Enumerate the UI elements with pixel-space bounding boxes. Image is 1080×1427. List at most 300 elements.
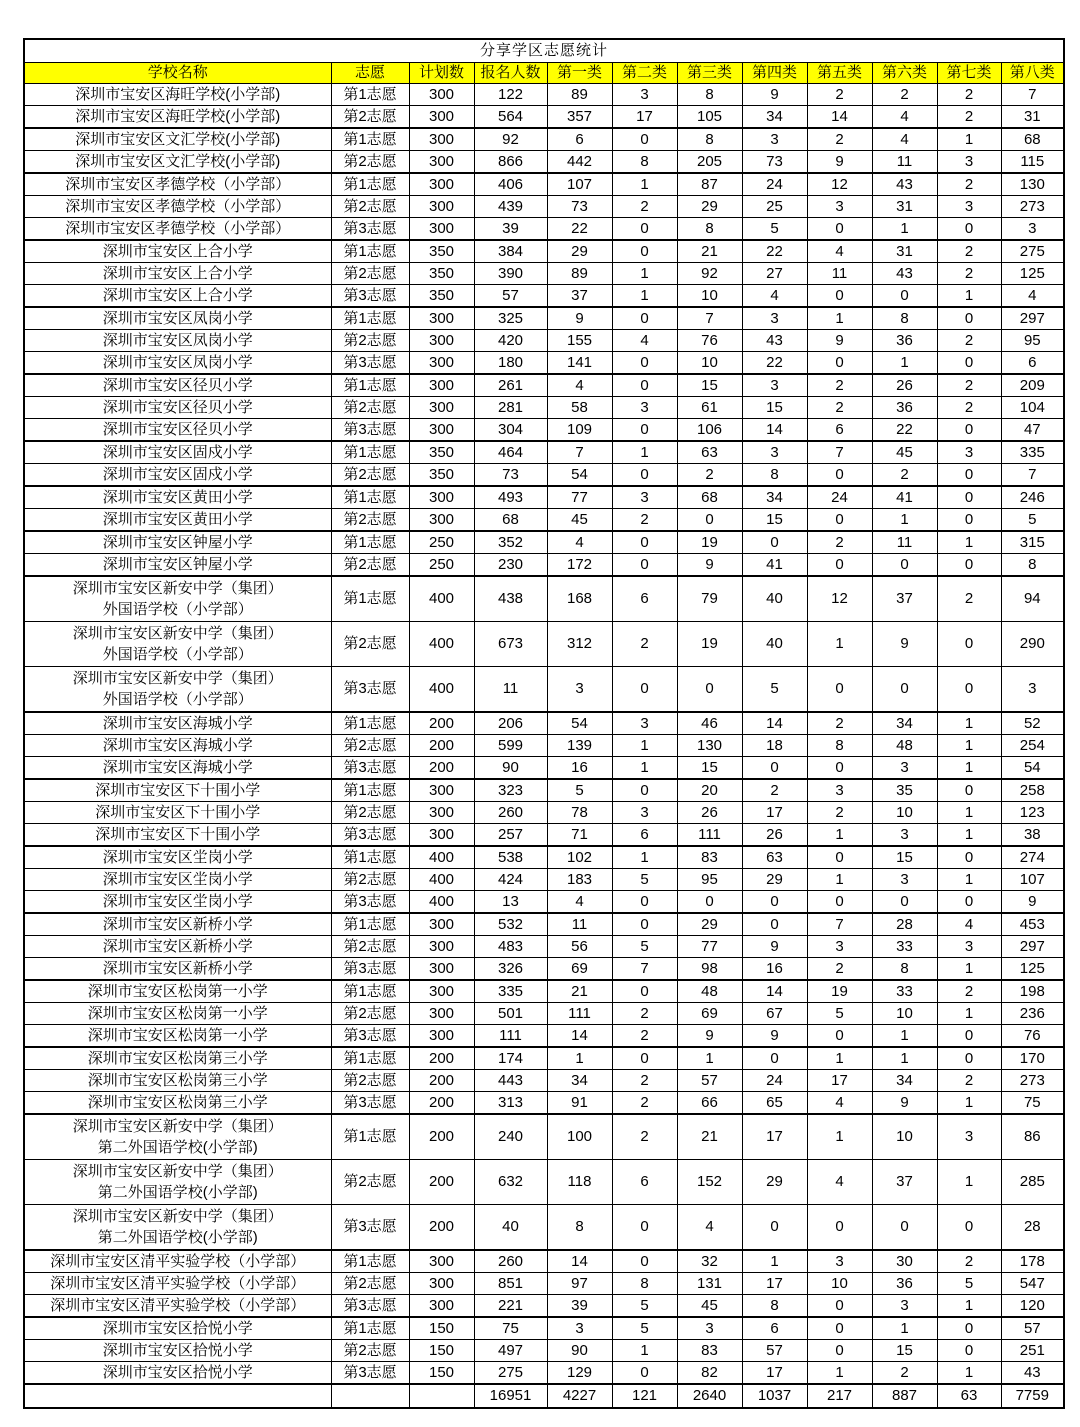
school-name-cell: 深圳市宝安区新桥小学 <box>24 958 331 981</box>
value-cell-cat6: 1 <box>872 1025 937 1048</box>
value-cell-cat8: 275 <box>1001 240 1064 263</box>
value-cell-cat6: 2 <box>872 464 937 487</box>
value-cell-cat8: 6 <box>1001 352 1064 375</box>
value-cell-cat2: 1 <box>612 735 677 757</box>
value-cell-plan: 300 <box>409 307 474 330</box>
value-cell-cat3: 105 <box>677 106 742 129</box>
value-cell-cat3: 48 <box>677 980 742 1003</box>
value-cell-cat3: 26 <box>677 802 742 824</box>
value-cell-cat7: 2 <box>937 106 1001 129</box>
value-cell-cat4: 0 <box>742 1047 807 1070</box>
value-cell-cat2: 8 <box>612 1273 677 1295</box>
table-row <box>24 464 1064 487</box>
value-cell-cat1: 16 <box>547 757 612 780</box>
table-row <box>24 891 1064 914</box>
value-cell-cat2: 0 <box>612 913 677 936</box>
value-cell-cat8: 3 <box>1001 667 1064 713</box>
table-row <box>24 757 1064 780</box>
value-cell-plan: 200 <box>409 1070 474 1092</box>
value-cell-cat2: 0 <box>612 218 677 241</box>
total-value-cell-cat8: 7759 <box>1001 1384 1064 1408</box>
value-cell-plan: 200 <box>409 1092 474 1115</box>
value-cell-plan: 350 <box>409 464 474 487</box>
value-cell-cat2: 0 <box>612 240 677 263</box>
choice-cell: 第1志愿 <box>331 913 409 936</box>
value-cell-cat2: 1 <box>612 441 677 464</box>
school-name-cell: 深圳市宝安区新桥小学 <box>24 936 331 958</box>
value-cell-cat4: 0 <box>742 1205 807 1251</box>
value-cell-cat8: 315 <box>1001 531 1064 554</box>
value-cell-cat8: 297 <box>1001 936 1064 958</box>
value-cell-cat5: 24 <box>807 486 872 509</box>
value-cell-cat2: 6 <box>612 576 677 622</box>
value-cell-cat4: 14 <box>742 980 807 1003</box>
school-name-cell: 深圳市宝安区坣岗小学 <box>24 869 331 891</box>
value-cell-cat6: 3 <box>872 1295 937 1318</box>
value-cell-cat5: 0 <box>807 509 872 532</box>
value-cell-cat7: 1 <box>937 531 1001 554</box>
value-cell-cat7: 2 <box>937 173 1001 196</box>
value-cell-cat2: 0 <box>612 554 677 577</box>
value-cell-cat4: 4 <box>742 285 807 308</box>
value-cell-cat5: 0 <box>807 464 872 487</box>
value-cell-cat7: 2 <box>937 84 1001 106</box>
school-name-cell: 深圳市宝安区清平实验学校（小学部） <box>24 1273 331 1295</box>
value-cell-cat4: 63 <box>742 846 807 869</box>
value-cell-cat6: 10 <box>872 802 937 824</box>
value-cell-cat2: 0 <box>612 891 677 914</box>
column-header-row <box>24 63 1064 84</box>
choice-cell: 第2志愿 <box>331 464 409 487</box>
value-cell-cat5: 0 <box>807 1340 872 1362</box>
value-cell-applicants: 564 <box>474 106 547 129</box>
value-cell-cat5: 0 <box>807 891 872 914</box>
value-cell-cat8: 31 <box>1001 106 1064 129</box>
choice-cell: 第1志愿 <box>331 980 409 1003</box>
value-cell-cat6: 9 <box>872 1092 937 1115</box>
choice-cell: 第1志愿 <box>331 779 409 802</box>
value-cell-cat5: 14 <box>807 106 872 129</box>
choice-cell: 第3志愿 <box>331 757 409 780</box>
value-cell-cat7: 3 <box>937 441 1001 464</box>
total-value-cell-cat3: 2640 <box>677 1384 742 1408</box>
table-row <box>24 128 1064 151</box>
volunteer-statistics-table <box>23 38 1065 1409</box>
school-name-cell: 深圳市宝安区文汇学校(小学部) <box>24 151 331 174</box>
value-cell-cat2: 3 <box>612 712 677 735</box>
value-cell-cat7: 1 <box>937 1160 1001 1205</box>
value-cell-cat3: 29 <box>677 913 742 936</box>
table-row <box>24 1362 1064 1385</box>
value-cell-plan: 300 <box>409 486 474 509</box>
value-cell-applicants: 464 <box>474 441 547 464</box>
table-row <box>24 240 1064 263</box>
value-cell-cat3: 10 <box>677 285 742 308</box>
value-cell-cat1: 54 <box>547 712 612 735</box>
choice-cell: 第2志愿 <box>331 151 409 174</box>
value-cell-cat3: 19 <box>677 622 742 667</box>
choice-cell: 第2志愿 <box>331 330 409 352</box>
value-cell-cat4: 17 <box>742 1114 807 1160</box>
table-row <box>24 846 1064 869</box>
school-name-cell: 深圳市宝安区海旺学校(小学部) <box>24 84 331 106</box>
value-cell-cat4: 9 <box>742 84 807 106</box>
table-row <box>24 1273 1064 1295</box>
value-cell-cat3: 3 <box>677 1317 742 1340</box>
table-row <box>24 1340 1064 1362</box>
value-cell-cat7: 0 <box>937 419 1001 442</box>
value-cell-cat5: 0 <box>807 285 872 308</box>
choice-cell: 第1志愿 <box>331 531 409 554</box>
school-name-cell: 深圳市宝安区凤岗小学 <box>24 352 331 375</box>
value-cell-cat8: 38 <box>1001 824 1064 847</box>
value-cell-plan: 200 <box>409 735 474 757</box>
value-cell-cat1: 14 <box>547 1250 612 1273</box>
table-row <box>24 779 1064 802</box>
value-cell-cat5: 2 <box>807 397 872 419</box>
value-cell-cat3: 2 <box>677 464 742 487</box>
total-value-cell-cat2: 121 <box>612 1384 677 1408</box>
value-cell-applicants: 304 <box>474 419 547 442</box>
value-cell-cat1: 5 <box>547 779 612 802</box>
value-cell-cat1: 4 <box>547 891 612 914</box>
value-cell-cat3: 20 <box>677 779 742 802</box>
value-cell-cat7: 1 <box>937 1003 1001 1025</box>
table-row <box>24 1160 1064 1205</box>
value-cell-cat5: 1 <box>807 1114 872 1160</box>
choice-cell: 第2志愿 <box>331 196 409 218</box>
value-cell-cat7: 0 <box>937 667 1001 713</box>
school-name-cell: 深圳市宝安区松岗第一小学 <box>24 1025 331 1048</box>
value-cell-applicants: 483 <box>474 936 547 958</box>
school-name-cell: 深圳市宝安区黄田小学 <box>24 486 331 509</box>
value-cell-cat7: 0 <box>937 1340 1001 1362</box>
value-cell-plan: 200 <box>409 1114 474 1160</box>
choice-cell: 第2志愿 <box>331 106 409 129</box>
value-cell-cat7: 0 <box>937 846 1001 869</box>
value-cell-cat5: 2 <box>807 374 872 397</box>
value-cell-cat7: 0 <box>937 1317 1001 1340</box>
total-value-cell-cat5: 217 <box>807 1384 872 1408</box>
col-header-choice: 志愿 <box>331 63 409 84</box>
value-cell-applicants: 230 <box>474 554 547 577</box>
value-cell-cat2: 1 <box>612 757 677 780</box>
value-cell-cat6: 9 <box>872 622 937 667</box>
school-name-cell: 深圳市宝安区松岗第三小学 <box>24 1070 331 1092</box>
value-cell-plan: 250 <box>409 531 474 554</box>
value-cell-cat6: 30 <box>872 1250 937 1273</box>
value-cell-cat7: 1 <box>937 735 1001 757</box>
value-cell-cat8: 5 <box>1001 509 1064 532</box>
value-cell-cat3: 98 <box>677 958 742 981</box>
value-cell-cat8: 94 <box>1001 576 1064 622</box>
col-header-cat8: 第八类 <box>1001 63 1064 84</box>
choice-cell: 第1志愿 <box>331 128 409 151</box>
value-cell-cat3: 68 <box>677 486 742 509</box>
value-cell-applicants: 281 <box>474 397 547 419</box>
value-cell-cat6: 43 <box>872 263 937 285</box>
value-cell-plan: 300 <box>409 936 474 958</box>
value-cell-plan: 300 <box>409 419 474 442</box>
value-cell-cat6: 41 <box>872 486 937 509</box>
value-cell-cat4: 0 <box>742 891 807 914</box>
table-row <box>24 980 1064 1003</box>
value-cell-plan: 300 <box>409 218 474 241</box>
value-cell-cat3: 82 <box>677 1362 742 1385</box>
value-cell-cat5: 1 <box>807 1362 872 1385</box>
value-cell-cat7: 5 <box>937 1273 1001 1295</box>
value-cell-cat6: 43 <box>872 173 937 196</box>
table-row <box>24 263 1064 285</box>
choice-cell: 第1志愿 <box>331 173 409 196</box>
value-cell-cat5: 5 <box>807 1003 872 1025</box>
value-cell-cat5: 2 <box>807 802 872 824</box>
value-cell-cat2: 5 <box>612 1317 677 1340</box>
value-cell-cat1: 91 <box>547 1092 612 1115</box>
value-cell-plan: 200 <box>409 1047 474 1070</box>
value-cell-applicants: 57 <box>474 285 547 308</box>
value-cell-cat2: 0 <box>612 1047 677 1070</box>
value-cell-plan: 300 <box>409 1025 474 1048</box>
value-cell-cat6: 36 <box>872 330 937 352</box>
col-header-cat7: 第七类 <box>937 63 1001 84</box>
value-cell-cat4: 3 <box>742 374 807 397</box>
value-cell-applicants: 497 <box>474 1340 547 1362</box>
value-cell-applicants: 439 <box>474 196 547 218</box>
value-cell-cat5: 0 <box>807 352 872 375</box>
table-row <box>24 84 1064 106</box>
value-cell-cat1: 89 <box>547 84 612 106</box>
value-cell-cat1: 3 <box>547 1317 612 1340</box>
value-cell-cat5: 10 <box>807 1273 872 1295</box>
value-cell-cat7: 2 <box>937 576 1001 622</box>
value-cell-cat6: 1 <box>872 352 937 375</box>
value-cell-applicants: 11 <box>474 667 547 713</box>
value-cell-cat7: 3 <box>937 151 1001 174</box>
choice-cell: 第2志愿 <box>331 735 409 757</box>
value-cell-cat8: 115 <box>1001 151 1064 174</box>
school-name-cell: 深圳市宝安区孝德学校（小学部） <box>24 173 331 196</box>
value-cell-cat8: 273 <box>1001 196 1064 218</box>
value-cell-cat6: 0 <box>872 1205 937 1251</box>
value-cell-cat3: 152 <box>677 1160 742 1205</box>
choice-cell: 第2志愿 <box>331 1070 409 1092</box>
value-cell-cat2: 5 <box>612 936 677 958</box>
table-row <box>24 913 1064 936</box>
value-cell-plan: 300 <box>409 509 474 532</box>
table-row <box>24 352 1064 375</box>
value-cell-cat3: 9 <box>677 1025 742 1048</box>
school-name-cell: 深圳市宝安区松岗第三小学 <box>24 1092 331 1115</box>
choice-cell: 第2志愿 <box>331 1273 409 1295</box>
value-cell-cat8: 453 <box>1001 913 1064 936</box>
choice-cell: 第1志愿 <box>331 1250 409 1273</box>
value-cell-cat7: 2 <box>937 263 1001 285</box>
value-cell-cat3: 79 <box>677 576 742 622</box>
value-cell-cat8: 75 <box>1001 1092 1064 1115</box>
value-cell-cat3: 15 <box>677 374 742 397</box>
value-cell-cat6: 31 <box>872 196 937 218</box>
value-cell-cat3: 8 <box>677 84 742 106</box>
value-cell-cat1: 21 <box>547 980 612 1003</box>
value-cell-cat5: 9 <box>807 151 872 174</box>
table-row <box>24 441 1064 464</box>
value-cell-cat8: 125 <box>1001 263 1064 285</box>
value-cell-plan: 300 <box>409 128 474 151</box>
total-value-cell-cat7: 63 <box>937 1384 1001 1408</box>
value-cell-cat4: 2 <box>742 779 807 802</box>
value-cell-cat4: 0 <box>742 757 807 780</box>
value-cell-cat8: 258 <box>1001 779 1064 802</box>
value-cell-cat5: 1 <box>807 1047 872 1070</box>
value-cell-cat1: 111 <box>547 1003 612 1025</box>
col-header-cat5: 第五类 <box>807 63 872 84</box>
choice-cell: 第1志愿 <box>331 84 409 106</box>
value-cell-cat7: 0 <box>937 891 1001 914</box>
value-cell-cat1: 71 <box>547 824 612 847</box>
value-cell-cat8: 547 <box>1001 1273 1064 1295</box>
value-cell-cat4: 0 <box>742 531 807 554</box>
value-cell-cat8: 104 <box>1001 397 1064 419</box>
value-cell-cat3: 92 <box>677 263 742 285</box>
choice-cell: 第1志愿 <box>331 441 409 464</box>
table-row <box>24 667 1064 713</box>
col-header-cat2: 第二类 <box>612 63 677 84</box>
value-cell-cat4: 15 <box>742 397 807 419</box>
value-cell-cat4: 16 <box>742 958 807 981</box>
choice-cell: 第2志愿 <box>331 509 409 532</box>
school-name-cell: 深圳市宝安区海旺学校(小学部) <box>24 106 331 129</box>
value-cell-cat2: 1 <box>612 1340 677 1362</box>
choice-cell: 第2志愿 <box>331 397 409 419</box>
choice-cell: 第3志愿 <box>331 667 409 713</box>
value-cell-applicants: 75 <box>474 1317 547 1340</box>
value-cell-cat1: 168 <box>547 576 612 622</box>
value-cell-cat4: 15 <box>742 509 807 532</box>
choice-cell: 第1志愿 <box>331 1114 409 1160</box>
value-cell-cat2: 0 <box>612 419 677 442</box>
value-cell-cat4: 34 <box>742 486 807 509</box>
value-cell-cat1: 118 <box>547 1160 612 1205</box>
value-cell-cat6: 34 <box>872 1070 937 1092</box>
value-cell-cat1: 4 <box>547 531 612 554</box>
value-cell-cat2: 3 <box>612 486 677 509</box>
value-cell-cat5: 1 <box>807 869 872 891</box>
value-cell-cat1: 22 <box>547 218 612 241</box>
value-cell-cat4: 6 <box>742 1317 807 1340</box>
value-cell-cat3: 66 <box>677 1092 742 1115</box>
value-cell-cat5: 7 <box>807 441 872 464</box>
value-cell-cat7: 0 <box>937 554 1001 577</box>
value-cell-cat4: 41 <box>742 554 807 577</box>
value-cell-cat5: 12 <box>807 173 872 196</box>
value-cell-cat7: 4 <box>937 913 1001 936</box>
table-row <box>24 1092 1064 1115</box>
value-cell-cat1: 34 <box>547 1070 612 1092</box>
value-cell-cat2: 0 <box>612 531 677 554</box>
value-cell-cat7: 1 <box>937 757 1001 780</box>
value-cell-cat7: 2 <box>937 330 1001 352</box>
table-row <box>24 576 1064 622</box>
value-cell-cat5: 4 <box>807 1092 872 1115</box>
choice-cell: 第1志愿 <box>331 712 409 735</box>
value-cell-cat6: 8 <box>872 958 937 981</box>
school-name-cell: 深圳市宝安区上合小学 <box>24 240 331 263</box>
value-cell-cat2: 2 <box>612 622 677 667</box>
choice-cell: 第3志愿 <box>331 1362 409 1385</box>
value-cell-cat2: 0 <box>612 667 677 713</box>
value-cell-cat8: 52 <box>1001 712 1064 735</box>
value-cell-applicants: 313 <box>474 1092 547 1115</box>
value-cell-cat2: 2 <box>612 1070 677 1092</box>
value-cell-cat1: 1 <box>547 1047 612 1070</box>
value-cell-cat3: 111 <box>677 824 742 847</box>
value-cell-cat6: 11 <box>872 151 937 174</box>
value-cell-cat4: 3 <box>742 128 807 151</box>
value-cell-cat2: 1 <box>612 263 677 285</box>
value-cell-applicants: 73 <box>474 464 547 487</box>
value-cell-plan: 300 <box>409 958 474 981</box>
value-cell-cat6: 3 <box>872 824 937 847</box>
value-cell-cat8: 123 <box>1001 802 1064 824</box>
value-cell-plan: 350 <box>409 441 474 464</box>
value-cell-cat2: 6 <box>612 1160 677 1205</box>
value-cell-cat6: 36 <box>872 1273 937 1295</box>
value-cell-plan: 200 <box>409 757 474 780</box>
table-row <box>24 824 1064 847</box>
school-name-cell: 深圳市宝安区新安中学（集团） 第二外国语学校(小学部) <box>24 1205 331 1251</box>
value-cell-cat5: 0 <box>807 1317 872 1340</box>
value-cell-cat3: 69 <box>677 1003 742 1025</box>
value-cell-cat2: 7 <box>612 958 677 981</box>
table-row <box>24 1047 1064 1070</box>
value-cell-cat5: 17 <box>807 1070 872 1092</box>
value-cell-cat7: 1 <box>937 712 1001 735</box>
choice-cell: 第3志愿 <box>331 1025 409 1048</box>
table-row <box>24 419 1064 442</box>
value-cell-cat6: 0 <box>872 285 937 308</box>
table-row <box>24 285 1064 308</box>
value-cell-cat3: 4 <box>677 1205 742 1251</box>
value-cell-cat7: 1 <box>937 1295 1001 1318</box>
choice-cell: 第3志愿 <box>331 958 409 981</box>
value-cell-applicants: 420 <box>474 330 547 352</box>
value-cell-cat4: 27 <box>742 263 807 285</box>
value-cell-cat1: 102 <box>547 846 612 869</box>
value-cell-plan: 300 <box>409 1250 474 1273</box>
choice-cell: 第2志愿 <box>331 622 409 667</box>
school-name-cell: 深圳市宝安区松岗第三小学 <box>24 1047 331 1070</box>
value-cell-cat4: 25 <box>742 196 807 218</box>
value-cell-cat5: 3 <box>807 1250 872 1273</box>
value-cell-cat6: 36 <box>872 397 937 419</box>
value-cell-plan: 300 <box>409 352 474 375</box>
value-cell-cat6: 28 <box>872 913 937 936</box>
value-cell-cat5: 2 <box>807 531 872 554</box>
value-cell-cat2: 2 <box>612 1025 677 1048</box>
value-cell-plan: 300 <box>409 173 474 196</box>
value-cell-cat7: 2 <box>937 1070 1001 1092</box>
table-row <box>24 958 1064 981</box>
value-cell-cat1: 107 <box>547 173 612 196</box>
value-cell-cat3: 130 <box>677 735 742 757</box>
school-name-cell: 深圳市宝安区凤岗小学 <box>24 330 331 352</box>
value-cell-applicants: 206 <box>474 712 547 735</box>
value-cell-cat5: 9 <box>807 330 872 352</box>
value-cell-cat4: 34 <box>742 106 807 129</box>
choice-cell: 第2志愿 <box>331 802 409 824</box>
value-cell-cat4: 29 <box>742 1160 807 1205</box>
